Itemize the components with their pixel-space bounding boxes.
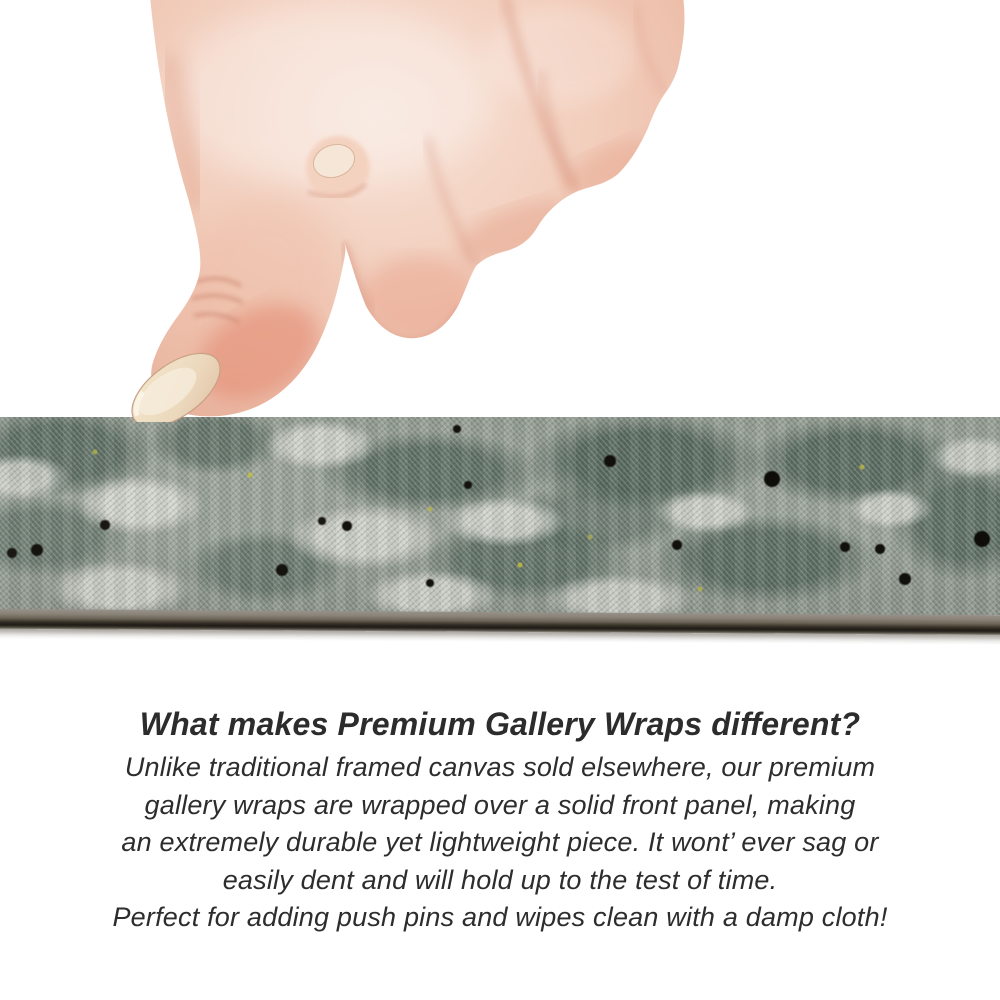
headline: What makes Premium Gallery Wraps different? [139,706,861,742]
hand-pressing-image [0,0,1000,422]
body-line-5: Perfect for adding push pins and wipes clean with a damp cloth! [112,902,888,932]
body-line-4: easily dent and will hold up to the test of time. [222,864,778,895]
info-text [0,702,1000,937]
index-fingertip [306,136,370,200]
canvas-texture [0,417,1000,615]
body-line-3: an extremely durable yet lightweight piece. It wont’ ever sag or [121,827,879,857]
body-line-1: Unlike traditional framed canvas sold elsewhere, our premium [124,752,876,782]
canvas-edge-strip [0,417,1000,647]
body-line-2: gallery wraps are wrapped over a solid front panel, making [144,789,856,820]
